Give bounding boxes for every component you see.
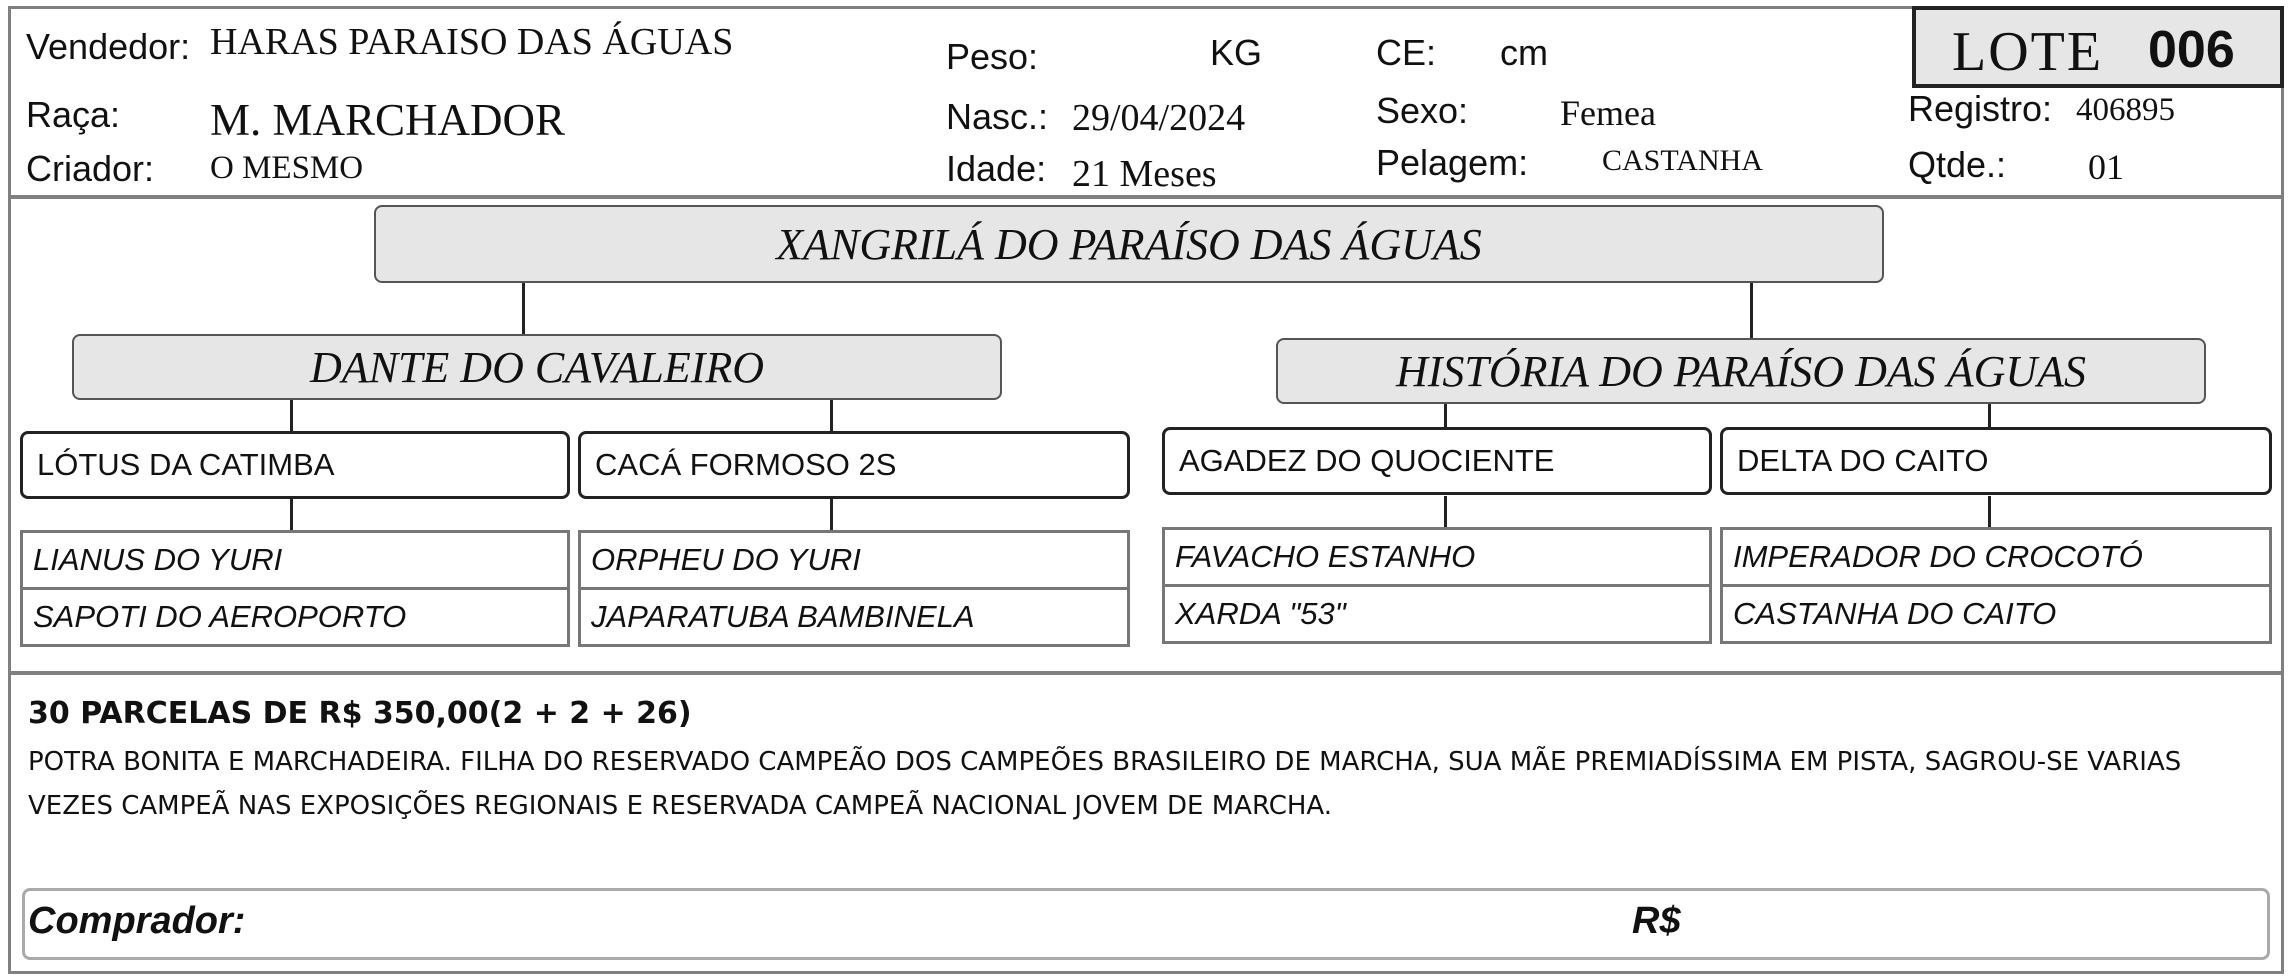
nasc-value: 29/04/2024 — [1072, 97, 1246, 139]
lote-label: LOTE — [1952, 21, 2104, 83]
pedigree-sire-dam: HISTÓRIA DO PARAÍSO DAS ÁGUAS — [1276, 338, 2206, 404]
pedigree-sire: XANGRILÁ DO PARAÍSO DAS ÁGUAS — [374, 205, 1884, 283]
comprador-box — [22, 888, 2270, 960]
parcelas-text: 30 PARCELAS DE R$ 350,00(2 + 2 + 26) — [28, 696, 692, 731]
currency-label: R$ — [1632, 900, 1681, 942]
registro-value: 406895 — [2076, 92, 2175, 128]
idade-label: Idade: — [946, 148, 1047, 189]
raca-value: M. MARCHADOR — [210, 95, 566, 145]
pelagem-label: Pelagem: — [1376, 142, 1529, 183]
raca-label: Raça: — [26, 94, 121, 135]
pedigree-g3-1: LÓTUS DA CATIMBA — [20, 431, 570, 499]
qtde-label: Qtde.: — [1908, 144, 2007, 185]
pedigree-g4-1a: LIANUS DO YURI — [20, 530, 570, 590]
comprador-label: Comprador: — [28, 900, 246, 942]
pedigree-g4-2b: JAPARATUBA BAMBINELA — [578, 587, 1130, 647]
ce-unit: cm — [1500, 32, 1548, 73]
peso-unit: KG — [1210, 32, 1263, 73]
sexo-value: Femea — [1560, 93, 1656, 133]
idade-value: 21 Meses — [1072, 153, 1217, 195]
vendedor-value: HARAS PARAISO DAS ÁGUAS — [210, 21, 734, 63]
connector-sire-right — [1750, 283, 1753, 339]
pedigree-g3-3: AGADEZ DO QUOCIENTE — [1162, 427, 1712, 495]
registro-label: Registro: — [1908, 88, 2053, 129]
pedigree-g3-4: DELTA DO CAITO — [1720, 427, 2272, 495]
pedigree-g4-4b: CASTANHA DO CAITO — [1720, 584, 2272, 644]
pedigree-g4-3b: XARDA "53" — [1162, 584, 1712, 644]
pedigree-g3-2: CACÁ FORMOSO 2S — [578, 431, 1130, 499]
connector-g3-2 — [830, 400, 833, 434]
connector-g3-4 — [1988, 402, 1991, 430]
pedigree-g4-3a: FAVACHO ESTANHO — [1162, 527, 1712, 587]
connector-g4-4 — [1988, 496, 1991, 528]
lote-number: 006 — [2148, 21, 2235, 79]
pedigree-g4-2a: ORPHEU DO YURI — [578, 530, 1130, 590]
vendedor-label: Vendedor: — [26, 26, 191, 67]
connector-g3-1 — [290, 400, 293, 434]
nasc-label: Nasc.: — [946, 96, 1049, 137]
qtde-value: 01 — [2088, 147, 2124, 187]
pedigree-g4-4a: IMPERADOR DO CROCOTÓ — [1720, 527, 2272, 587]
ce-label: CE: — [1376, 32, 1437, 73]
pedigree-g4-1b: SAPOTI DO AEROPORTO — [20, 587, 570, 647]
connector-g4-2 — [830, 497, 833, 531]
pelagem-value: CASTANHA — [1602, 144, 1763, 177]
description-text: POTRA BONITA E MARCHADEIRA. FILHA DO RESERVADO CAMPEÃO DOS CAMPEÕES BRASILEIRO DE MARCHA, SUA MÃE PREMIADÍSSIMA EM PISTA, SAGROU-SE VARIAS VEZES CAMPEÃ NAS EXPOSIÇÕES REGIONAIS E RESERVADA CAMPEÃ NACIONAL JOVEM DE MARCHA. — [28, 747, 2182, 821]
pedigree-sire-sire: DANTE DO CAVALEIRO — [72, 334, 1002, 400]
criador-label: Criador: — [26, 148, 155, 189]
connector-g4-1 — [290, 497, 293, 531]
connector-g3-3 — [1444, 402, 1447, 430]
peso-label: Peso: — [946, 36, 1039, 77]
sexo-label: Sexo: — [1376, 90, 1469, 131]
criador-value: O MESMO — [210, 150, 364, 186]
connector-g4-3 — [1444, 496, 1447, 528]
connector-sire-left — [522, 283, 525, 337]
